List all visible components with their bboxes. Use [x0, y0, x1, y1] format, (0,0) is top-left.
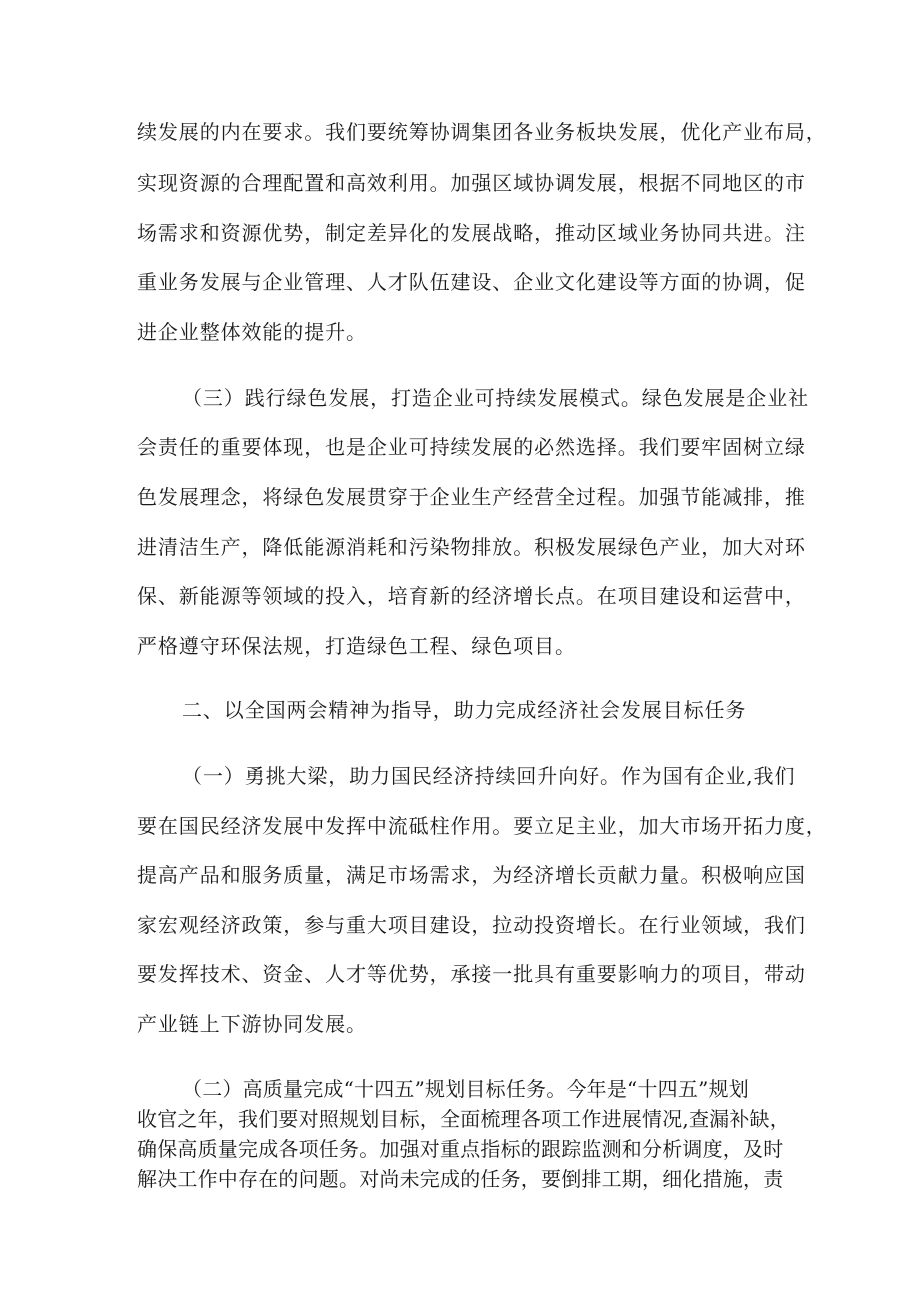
paragraph-3-line-4: 家宏观经济政策，参与重大项目建设，拉动投资增长。在行业领域，我们: [137, 913, 806, 937]
paragraph-2-line-3: 色发展理念，将绿色发展贯穿于企业生产经营全过程。加强节能减排，推: [137, 485, 806, 509]
paragraph-3-line-1: （一）勇挑大梁，助力国民经济持续回升向好。作为国有企业,我们: [182, 764, 796, 788]
paragraph-2-line-5: 保、新能源等领域的投入，培育新的经济增长点。在项目建设和运营中，: [137, 584, 806, 608]
paragraph-3-line-6: 产业链上下游协同发展。: [137, 1012, 367, 1036]
section-heading: 二、以全国两会精神为指导，助力完成经济社会发展目标任务: [182, 698, 747, 722]
paragraph-2-line-4: 进清洁生产，降低能源消耗和污染物排放。积极发展绿色产业，加大对环: [137, 535, 806, 559]
paragraph-1-line-1: 续发展的内在要求。我们要统筹协调集团各业务板块发展，优化产业布局，: [137, 120, 827, 144]
paragraph-1-line-4: 重业务发展与企业管理、人才队伍建设、企业文化建设等方面的协调，促: [137, 270, 806, 294]
paragraph-1-line-5: 进企业整体效能的提升。: [137, 320, 367, 344]
paragraph-1-line-3: 场需求和资源优势，制定差异化的发展战略，推动区域业务协同共进。注: [137, 221, 806, 245]
paragraph-4-line-3: 确保高质量完成各项任务。加强对重点指标的跟踪监测和分析调度，及时: [137, 1137, 784, 1161]
paragraph-4-line-4: 解决工作中存在的问题。对尚未完成的任务，要倒排工期，细化措施，责: [137, 1167, 784, 1191]
paragraph-4-line-2: 收官之年，我们要对照规划目标，全面梳理各项工作进展情况,查漏补缺，: [137, 1107, 790, 1131]
paragraph-2-line-6: 严格遵守环保法规，打造绿色工程、绿色项目。: [137, 634, 576, 658]
paragraph-2-line-1: （三）践行绿色发展，打造企业可持续发展模式。绿色发展是企业社: [182, 386, 809, 410]
paragraph-2-line-2: 会责任的重要体现，也是企业可持续发展的必然选择。我们要牢固树立绿: [137, 435, 806, 459]
paragraph-3-line-5: 要发挥技术、资金、人才等优势，承接一批具有重要影响力的项目，带动: [137, 962, 806, 986]
paragraph-1-line-2: 实现资源的合理配置和高效利用。加强区域协调发展，根据不同地区的市: [137, 171, 806, 195]
paragraph-3-line-3: 提高产品和服务质量，满足市场需求，为经济增长贡献力量。积极响应国: [137, 863, 806, 887]
paragraph-3-line-2: 要在国民经济发展中发挥中流砥柱作用。要立足主业，加大市场开拓力度，: [137, 814, 827, 838]
paragraph-4-line-1: （二）高质量完成“十四五”规划目标任务。今年是“十四五”规划: [182, 1077, 749, 1101]
